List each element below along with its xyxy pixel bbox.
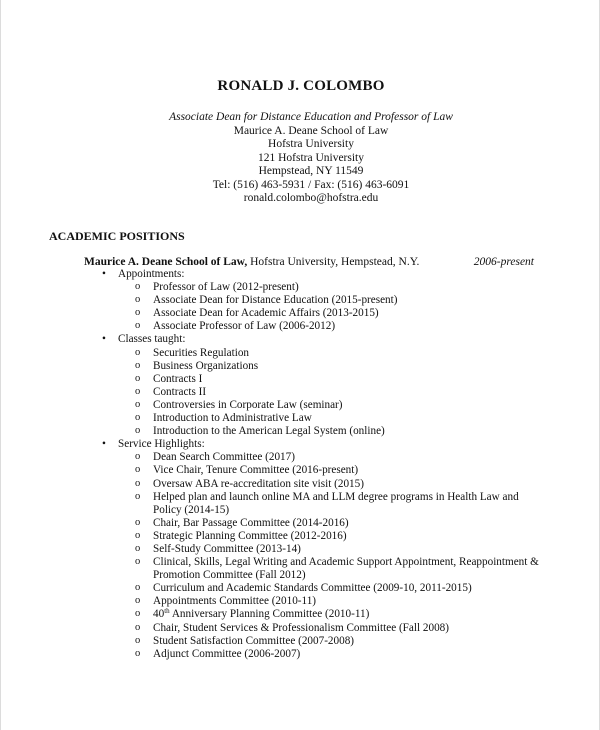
school-name: Maurice A. Deane School of Law	[233, 124, 389, 137]
list-item: o Chair, Student Services & Professionalism Committee (Fall 2008)	[1, 622, 543, 635]
list-item: o Oversaw ABA re-accreditation site visit (2015)	[1, 478, 543, 491]
list-item: o Associate Professor of Law (2006-2012)	[1, 320, 543, 333]
list-item: o Strategic Planning Committee (2012-2016)	[1, 530, 543, 543]
list-item: o Student Satisfaction Committee (2007-2008)	[1, 635, 543, 648]
list-item: o Helped plan and launch online MA and LLM degree programs in Health Law and Policy (2014-15)	[1, 491, 543, 517]
list-item: o Chair, Bar Passage Committee (2014-2016)	[1, 517, 543, 530]
anniversary-text: Anniversary Planning Committee (2010-11)	[169, 608, 370, 621]
list-item: o Introduction to Administrative Law	[1, 412, 543, 425]
list-item: o Business Organizations	[1, 360, 543, 373]
list-item: o Adjunct Committee (2006-2007)	[1, 648, 543, 661]
list-item: o Associate Dean for Academic Affairs (2013-2015)	[1, 307, 543, 320]
appointments-list	[1, 281, 600, 333]
list-item: o Professor of Law (2012-present)	[1, 281, 543, 294]
list-item: o Securities Regulation	[1, 347, 543, 360]
list-item: o Curriculum and Academic Standards Committee (2009-10, 2011-2015)	[1, 582, 543, 595]
list-item: o Appointments Committee (2010-11)	[1, 595, 543, 608]
section-heading: ACADEMIC POSITIONS	[49, 229, 185, 243]
list-item: o Vice Chair, Tenure Committee (2016-present)	[1, 464, 543, 477]
list-item: o Associate Dean for Distance Education (2015-present)	[1, 294, 543, 307]
appointments-label: • Appointments:	[1, 268, 600, 281]
classes-label: • Classes taught:	[1, 333, 600, 346]
list-item: o Introduction to the American Legal System (online)	[1, 425, 543, 438]
service-label: • Service Highlights:	[1, 438, 600, 451]
contact-block	[1, 111, 600, 206]
classes-list	[1, 347, 600, 439]
job-title: Associate Dean for Distance Education and Professor of Law	[169, 111, 453, 123]
list-item: o Contracts I	[1, 373, 543, 386]
street-address: 121 Hofstra University	[257, 151, 365, 164]
positions-detail	[1, 268, 600, 661]
institution-name: Maurice A. Deane School of Law,	[84, 256, 248, 268]
position-row	[84, 256, 534, 268]
list-item: o Clinical, Skills, Legal Writing and Academic Support Appointment, Reappointment & Promotion Committee (Fall 2012)	[1, 556, 543, 582]
service-list	[1, 451, 600, 661]
author-name: RONALD J. COLOMBO	[217, 78, 385, 94]
position-dates: 2006-present	[473, 256, 534, 268]
phone-fax: Tel: (516) 463-5931 / Fax: (516) 463-6091	[212, 178, 410, 191]
list-item: o Controversies in Corporate Law (seminar)	[1, 399, 543, 412]
list-item-anniversary	[1, 608, 543, 621]
list-item: o Dean Search Committee (2017)	[1, 451, 543, 464]
anniversary-number: 40	[153, 608, 165, 621]
ordinal-suffix: th	[164, 607, 170, 616]
city-state-zip: Hempstead, NY 11549	[258, 165, 364, 177]
list-item: o Self-Study Committee (2013-14)	[1, 543, 543, 556]
university-name: Hofstra University	[268, 138, 354, 150]
institution-location: Hofstra University, Hempstead, N.Y.	[247, 256, 420, 268]
email-address: ronald.colombo@hofstra.edu	[243, 192, 379, 204]
list-item: o Contracts II	[1, 386, 543, 399]
